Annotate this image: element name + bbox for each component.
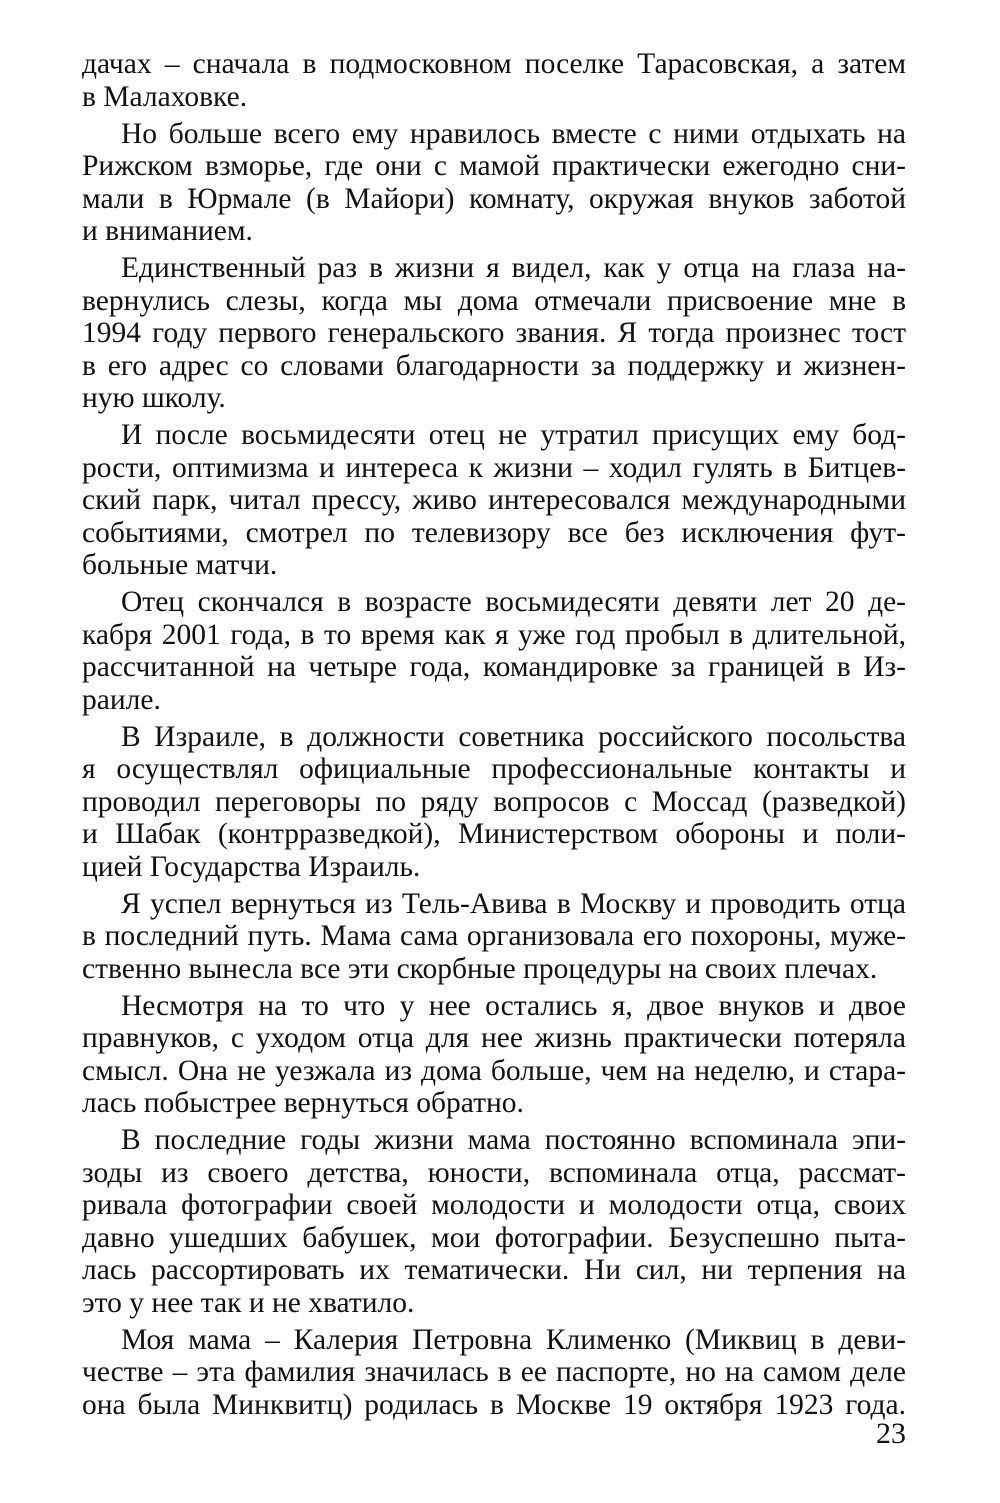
text-line: ную школу. <box>82 382 226 414</box>
text-line: цией Государства Израиль. <box>82 850 421 883</box>
text-line: и Шабак (контрразведкой), Министерством обороны и поли- <box>82 818 906 850</box>
text-line: ский парк, читал прессу, живо интересовался международными <box>82 484 906 516</box>
text-line: дачах – сначала в подмосковном поселке Тарасовская, а затем <box>82 48 906 80</box>
text-line: вернулись слезы, когда мы дома отмечали присвоение мне в <box>82 284 906 317</box>
paragraph <box>82 888 906 986</box>
paragraph <box>82 419 906 582</box>
paragraph <box>82 1324 906 1422</box>
text-line: честве – эта фамилия значилась в ее паспорте, но на самом деле <box>82 1356 906 1388</box>
text-line: В последние годы жизни мама постоянно вспоминала эпи- <box>121 1124 906 1156</box>
paragraph <box>82 252 906 415</box>
text-line: она была Минквитц) родилась в Москве 19 октября 1923 года. <box>82 1388 906 1421</box>
text-line: лась побыстрее вернуться обратно. <box>82 1087 524 1119</box>
text-line: зоды из своего детства, юности, вспоминала отца, рассмат- <box>82 1156 906 1189</box>
text-line: ственно вынесла все эти скорбные процедуры на своих плечах. <box>82 952 878 985</box>
text-line: событиями, смотрел по телевизору все без исключения фут- <box>82 516 906 549</box>
text-line: смысл. Она не уезжала из дома больше, чем на неделю, и стара- <box>82 1054 906 1087</box>
paragraph <box>82 1124 906 1319</box>
text-line: Я успел вернуться из Тель-Авива в Москву и проводить отца <box>121 887 906 920</box>
text-line: проводил переговоры по ряду вопросов с Моссад (разведкой) <box>82 785 906 818</box>
text-line: Рижском взморье, где они с мамой практически ежегодно сни- <box>82 150 906 182</box>
text-line: Единственный раз в жизни я видел, как у отца на глаза на- <box>121 252 906 284</box>
text-line: правнуков, с уходом отца для нее жизнь практически потеряла <box>82 1022 906 1054</box>
text-line: И после восьмидесяти отец не утратил присущих ему бод- <box>121 419 906 451</box>
paragraph <box>82 118 906 248</box>
paragraph <box>82 48 906 113</box>
text-line: Моя мама – Калерия Петровна Клименко (Миквиц в деви- <box>121 1323 906 1356</box>
text-line: лась рассортировать их тематически. Ни сил, ни терпения на <box>82 1254 906 1286</box>
text-line: мали в Юрмале (в Майори) комнату, окружая внуков заботой <box>82 182 906 215</box>
text-line: я осуществлял официальные профессиональные контакты и <box>82 753 906 785</box>
text-line: в Малаховке. <box>82 80 248 113</box>
text-line: рассчитанной на четыре года, командировке за границей в Из- <box>82 651 906 683</box>
text-line: в его адрес со словами благодарности за поддержку и жизнен- <box>82 349 906 382</box>
text-line: рости, оптимизма и интереса к жизни – ходил гулять в Битцев- <box>82 451 906 484</box>
text-line: Отец скончался в возрасте восьмидесяти девяти лет 20 де- <box>121 586 906 618</box>
paragraph <box>82 990 906 1120</box>
text-line: в последний путь. Мама сама организовала его похороны, муже- <box>82 920 906 952</box>
text-line: раиле. <box>82 683 161 716</box>
paragraph <box>82 721 906 884</box>
text-line: Но больше всего ему нравилось вместе с ними отдыхать на <box>121 117 906 150</box>
paragraph <box>82 586 906 716</box>
text-line: ривала фотографии своей молодости и молодости отца, своих <box>82 1189 906 1221</box>
text-line: Несмотря на то что у нее остались я, двое внуков и двое <box>121 989 906 1022</box>
page-number: 23 <box>876 1417 906 1450</box>
text-line: это у нее так и не хватило. <box>82 1286 415 1319</box>
text-line: В Израиле, в должности советника российского посольства <box>121 720 906 753</box>
text-line: кабря 2001 года, в то время как я уже год пробыл в длительной, <box>82 618 906 651</box>
text-line: 1994 году первого генеральского звания. Я тогда произнес тост <box>82 317 906 349</box>
text-line: больные матчи. <box>82 549 278 581</box>
text-line: и вниманием. <box>82 215 253 247</box>
text-line: давно ушедших бабушек, мои фотографии. Безуспешно пыта- <box>82 1221 906 1254</box>
page-body <box>82 48 906 1421</box>
